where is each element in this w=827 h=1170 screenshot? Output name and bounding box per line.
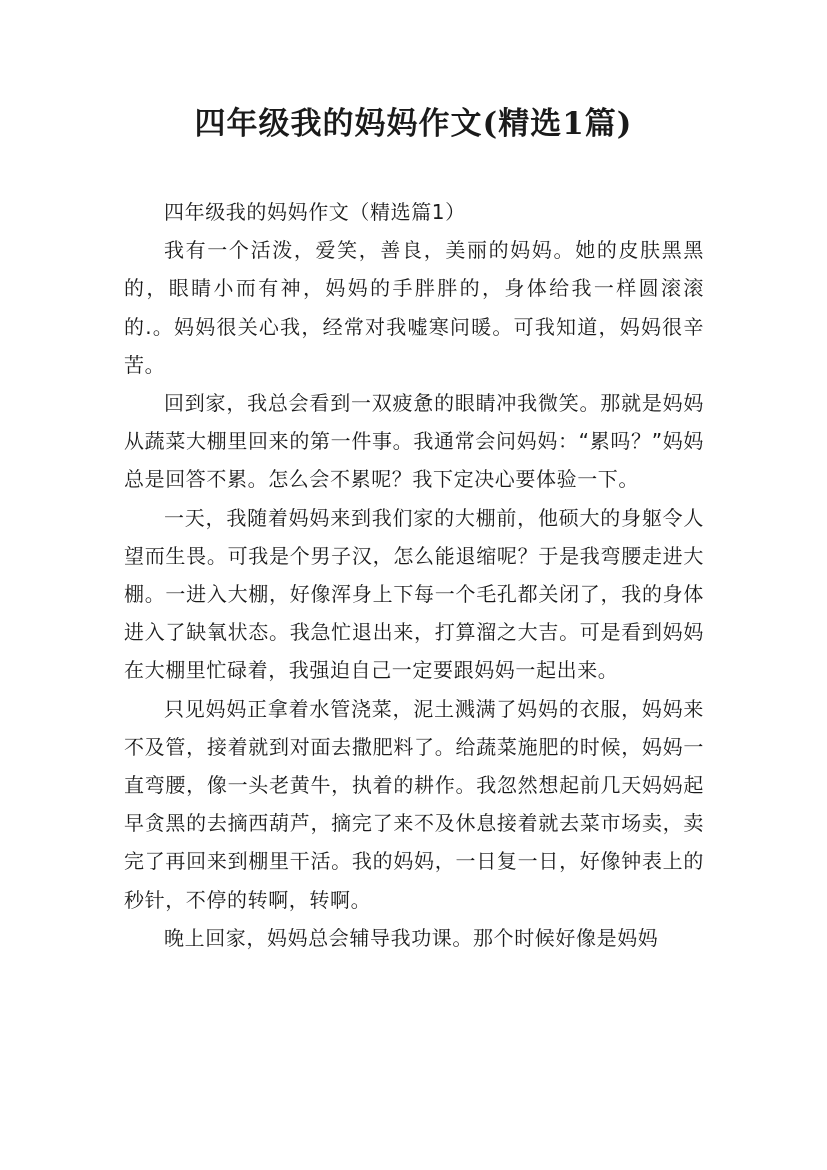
document-title: 四年级我的妈妈作文(精选1篇) (194, 106, 633, 142)
paragraph-3: 一天，我随着妈妈来到我们家的大棚前，他硕大的身躯令人望而生畏。可我是个男子汉，怎么能退缩呢？于是我弯腰走进大棚。一进入大棚，好像浑身上下每一个毛孔都关闭了，我的身体进入了缺氧状态。我急忙退出来，打算溜之大吉。可是看到妈妈在大棚里忙碌着，我强迫自己一定要跟妈妈一起出来。 (124, 505, 704, 683)
paragraph-2: 回到家，我总会看到一双疲惫的眼睛冲我微笑。那就是妈妈从蔬菜大棚里回来的第一件事。我通常会问妈妈：“累吗？”妈妈总是回答不累。怎么会不累呢？我下定决心要体验一下。 (124, 391, 704, 492)
paragraph-1: 我有一个活泼，爱笑，善良，美丽的妈妈。她的皮肤黑黑的，眼睛小而有神，妈妈的手胖胖的，身体给我一样圆滚滚的.。妈妈很关心我，经常对我嘘寒问暖。可我知道，妈妈很辛苦。 (124, 238, 704, 377)
paragraph-5: 晚上回家，妈妈总会辅导我功课。那个时候好像是妈妈 (164, 925, 659, 950)
essay-subtitle: 四年级我的妈妈作文（精选篇1） (164, 200, 466, 224)
document-body (124, 193, 704, 957)
paragraph-4: 只见妈妈正拿着水管浇菜，泥土溅满了妈妈的衣服，妈妈来不及管，接着就到对面去撒肥料了。给蔬菜施肥的时候，妈妈一直弯腰，像一头老黄牛，执着的耕作。我忽然想起前几天妈妈起早贪黑的去摘西葫芦，摘完了来不及休息接着就去菜市场卖，卖完了再回来到棚里干活。我的妈妈，一日复一日，好像钟表上的秒针，不停的转啊，转啊。 (124, 696, 704, 912)
